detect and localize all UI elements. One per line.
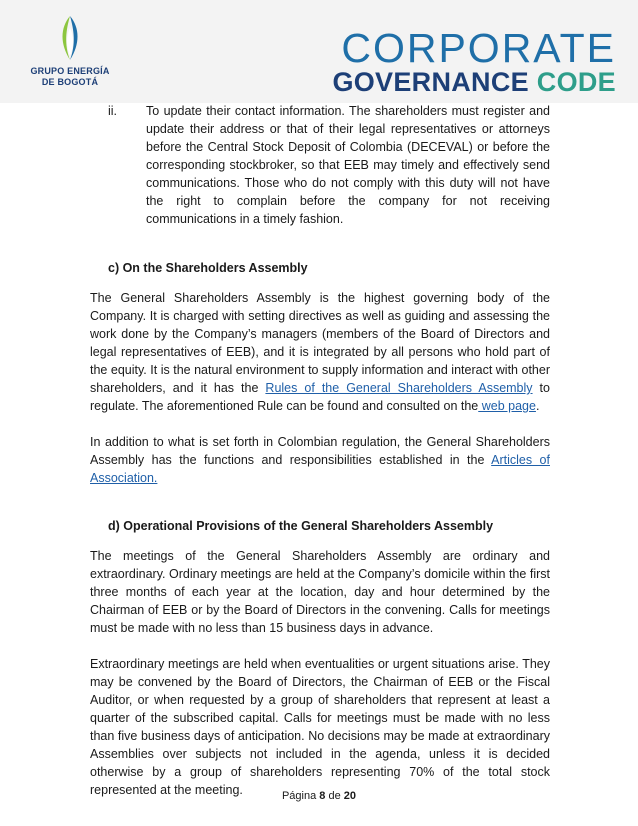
rules-assembly-link[interactable]: Rules of the General Shareholders Assembly — [265, 381, 533, 395]
paragraph-text: to regulate. The aforementioned Rule can be found and consulted on the — [90, 381, 550, 413]
page-header — [0, 0, 638, 103]
web-page-link[interactable]: web page — [478, 399, 536, 413]
header-title-corporate: CORPORATE — [341, 25, 616, 71]
articles-of-association-link[interactable]: Articles of Association. — [90, 453, 550, 485]
section-d-heading: d) Operational Provisions of the General Shareholders Assembly — [108, 519, 494, 533]
paragraph-text: In addition to what is set forth in Colombian regulation, the General Shareholders Assembly has the functions and responsibilities established in the — [90, 435, 550, 467]
list-item-text: To update their contact information. The shareholders must register and update their address or that of their legal representatives or attorneys before the Central Stock Deposit of Colombia (DECEVAL) or before the corresponding stockbroker, so that EEB may timely and effectively send communications. Those who do not comply with this duty will not have the right to complain before the company for not receiving communications in a timely fashion. — [146, 104, 550, 226]
footer-mid: de — [325, 790, 344, 802]
document-body — [90, 100, 550, 799]
section-c-paragraph-2 — [90, 433, 550, 487]
title-word-code: CODE — [536, 67, 616, 97]
footer-prefix: Página — [281, 790, 320, 802]
section-c-heading: c) On the Shareholders Assembly — [108, 261, 308, 275]
paragraph-text: The General Shareholders Assembly is the highest governing body of the Company. It is charged with setting directives as well as guiding and assessing the work done by the Company’s managers (members of the Board of Directors and legal representatives of EEB), and it is integrated by all persons who hold part of the equity. It is the natural environment to supply information and interact with other shareholders, and it has the — [90, 291, 550, 395]
paragraph-text: . — [535, 399, 540, 413]
current-page-number: 8 — [319, 790, 326, 802]
title-word-governance: GOVERNANCE — [332, 67, 529, 97]
page-footer — [0, 790, 638, 802]
list-item-ii — [90, 102, 550, 228]
section-d-paragraph-1: The meetings of the General Shareholders Assembly are ordinary and extraordinary. Ordinary meetings are held at the Company’s domicile within the first three months of each year at the location, day and hour determined by the Chairman of EEB or by the Board of Directors in the convening. Calls for meetings must be made with no less than 15 business days in advance. — [90, 549, 550, 635]
logo-line1: GRUPO ENERGÍA — [30, 66, 110, 76]
total-pages: 20 — [343, 790, 357, 802]
header-title-governance-code — [332, 67, 616, 97]
section-c-paragraph-1 — [90, 289, 550, 415]
company-logo — [20, 14, 120, 94]
logo-line2: DE BOGOTÁ — [41, 77, 99, 87]
flame-logo-icon — [56, 14, 84, 62]
section-d-paragraph-2: Extraordinary meetings are held when eventualities or urgent situations arise. They may be convened by the Board of Directors, the Chairman of EEB or the Fiscal Auditor, or when requested by a group of shareholders that represent at least a quarter of the subscribed capital. Calls for meetings must be made with no less than five business days of anticipation. No decisions may be made at extraordinary Assemblies over subjects not included in the agenda, unless it is decided otherwise by a group of shareholders representing 70% of the total stock represented at the meeting. — [90, 657, 550, 797]
list-item-number: ii. — [108, 104, 118, 118]
